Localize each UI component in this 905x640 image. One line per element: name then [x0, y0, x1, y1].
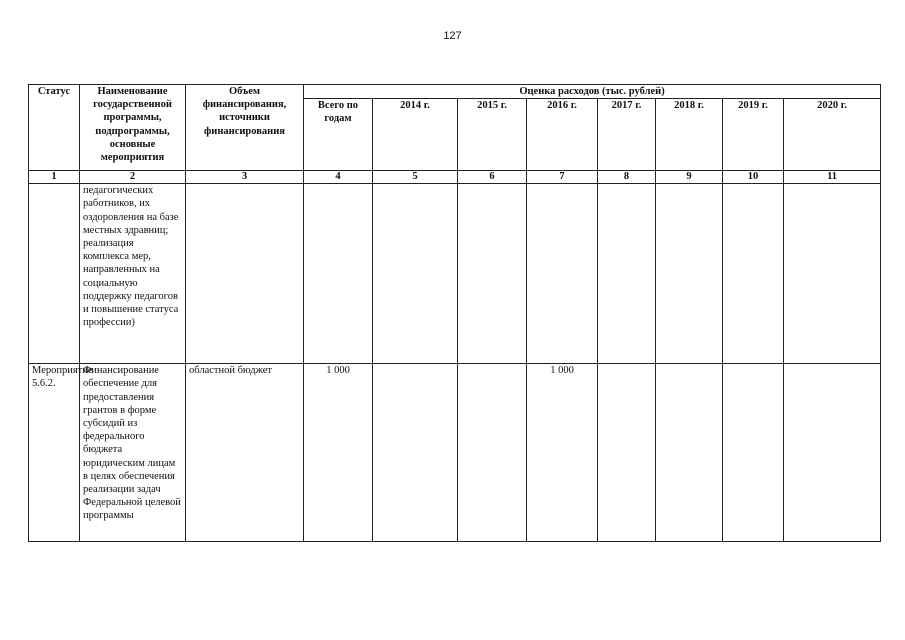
column-number: 6 [458, 171, 527, 184]
row-total [304, 184, 373, 364]
row-source [186, 184, 304, 364]
row-name: педагогических работников, их оздоровления на базе местных здравниц; реализация комплекса мер, направленных на социальную поддержку педагогов и повышение статуса профессии) [80, 184, 186, 364]
row-value-2015 [458, 364, 527, 542]
column-number: 4 [304, 171, 373, 184]
row-status: Мероприятие 5.6.2. [29, 364, 80, 542]
row-value-2017 [598, 364, 656, 542]
column-number: 5 [373, 171, 458, 184]
header-year-2016: 2016 г. [527, 99, 598, 171]
column-number: 1 [29, 171, 80, 184]
row-value-2015 [458, 184, 527, 364]
row-value-2020 [784, 364, 881, 542]
row-total: 1 000 [304, 364, 373, 542]
column-number: 11 [784, 171, 881, 184]
row-source: областной бюджет [186, 364, 304, 542]
row-value-2020 [784, 184, 881, 364]
header-year-2019: 2019 г. [723, 99, 784, 171]
header-year-2018: 2018 г. [656, 99, 723, 171]
header-volume: Объем финансирования, источники финансирования [186, 85, 304, 171]
table-row [29, 184, 881, 364]
row-value-2016 [527, 184, 598, 364]
column-number: 7 [527, 171, 598, 184]
row-value-2016: 1 000 [527, 364, 598, 542]
header-year-2014: 2014 г. [373, 99, 458, 171]
column-number: 3 [186, 171, 304, 184]
row-value-2014 [373, 364, 458, 542]
row-value-2018 [656, 364, 723, 542]
header-year-2017: 2017 г. [598, 99, 656, 171]
header-year-2015: 2015 г. [458, 99, 527, 171]
row-value-2018 [656, 184, 723, 364]
row-value-2017 [598, 184, 656, 364]
column-number: 8 [598, 171, 656, 184]
budget-table [28, 84, 881, 542]
header-estimate: Оценка расходов (тыс. рублей) [304, 85, 881, 99]
header-total: Всего по годам [304, 99, 373, 171]
page-number: 127 [443, 30, 462, 42]
row-value-2014 [373, 184, 458, 364]
header-name: Наименование государственной программы, подпрограммы, основные мероприятия [80, 85, 186, 171]
column-numbers-row [29, 171, 881, 184]
table-row [29, 364, 881, 542]
row-name: Финансирование обеспечение для предоставления грантов в форме субсидий из федерального бюджета юридическим лицам в целях обеспечения реализации задач Федеральной целевой программы [80, 364, 186, 542]
column-number: 2 [80, 171, 186, 184]
header-year-2020: 2020 г. [784, 99, 881, 171]
row-value-2019 [723, 364, 784, 542]
row-value-2019 [723, 184, 784, 364]
header-status: Статус [29, 85, 80, 171]
row-status [29, 184, 80, 364]
column-number: 9 [656, 171, 723, 184]
column-number: 10 [723, 171, 784, 184]
